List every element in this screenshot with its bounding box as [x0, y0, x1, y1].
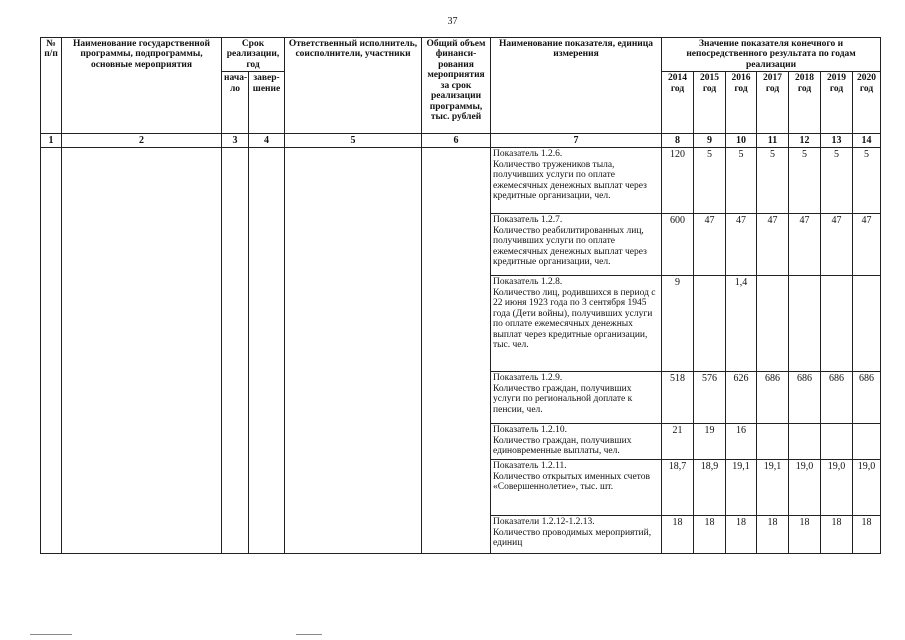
column-number-row [41, 134, 881, 148]
indicator-value: 120 [662, 148, 694, 214]
indicator-value: 19,0 [821, 460, 853, 516]
indicator-title: Показатель 1.2.10. [493, 425, 567, 436]
indicator-value: 47 [694, 214, 726, 276]
indicator-title: Показатель 1.2.8. [493, 277, 563, 288]
indicator-description [491, 460, 662, 516]
indicator-description [491, 214, 662, 276]
indicator-value: 9 [662, 276, 694, 372]
indicator-value: 18 [694, 516, 726, 554]
header-indicator-values: Значение показателя конечного и непосредственного результата по годам реализации [662, 38, 881, 72]
column-number: 9 [694, 134, 726, 148]
empty-cell-program-name [62, 148, 222, 554]
column-number: 7 [491, 134, 662, 148]
indicator-value: 5 [757, 148, 789, 214]
column-number: 12 [789, 134, 821, 148]
indicator-value: 686 [821, 372, 853, 424]
header-number: № п/п [41, 38, 62, 134]
indicator-value: 19,0 [853, 460, 881, 516]
indicator-title: Показатель 1.2.7. [493, 215, 563, 226]
indicator-value [821, 276, 853, 372]
column-number: 11 [757, 134, 789, 148]
indicator-description [491, 148, 662, 214]
indicator-value: 18 [821, 516, 853, 554]
indicator-value: 5 [789, 148, 821, 214]
indicator-value: 18 [662, 516, 694, 554]
indicator-value: 47 [821, 214, 853, 276]
column-number: 10 [726, 134, 757, 148]
empty-cell-start [222, 148, 249, 554]
header-funding: Общий объем финанси-рования мероприятия за срок реализации программы, тыс. рублей [422, 38, 491, 134]
header-year-2020: 2020 год [853, 72, 881, 134]
indicator-table [40, 37, 881, 554]
header-indicator-name: Наименование показателя, единица измерения [491, 38, 662, 134]
indicator-text: Количество граждан, получивших единовременные выплаты, чел. [493, 435, 632, 457]
scan-edge-mark [30, 634, 72, 635]
indicator-value: 19,0 [789, 460, 821, 516]
header-year-2017: 2017 год [757, 72, 789, 134]
indicator-text: Количество граждан, получивших услуги по региональной доплате к пенсии, чел. [493, 383, 633, 415]
indicator-value: 18 [853, 516, 881, 554]
header-year-2016: 2016 год [726, 72, 757, 134]
indicator-value: 18 [789, 516, 821, 554]
indicator-value [853, 276, 881, 372]
column-number: 14 [853, 134, 881, 148]
indicator-description [491, 516, 662, 554]
header-year-2014: 2014 год [662, 72, 694, 134]
indicator-value: 5 [694, 148, 726, 214]
indicator-value: 686 [853, 372, 881, 424]
column-number: 4 [249, 134, 285, 148]
indicator-value: 5 [853, 148, 881, 214]
page-number: 37 [447, 16, 458, 27]
indicator-description [491, 372, 662, 424]
indicator-value [694, 276, 726, 372]
empty-cell-responsible [285, 148, 422, 554]
indicator-text: Количество проводимых мероприятий, единиц [493, 527, 652, 549]
column-number: 8 [662, 134, 694, 148]
indicator-value [853, 424, 881, 460]
column-number: 13 [821, 134, 853, 148]
table-row [41, 148, 881, 214]
column-number: 6 [422, 134, 491, 148]
empty-cell-number [41, 148, 62, 554]
indicator-text: Количество тружеников тыла, получивших услуги по оплате ежемесячных денежных выплат через кредитные организации, чел. [493, 159, 647, 202]
indicator-value [789, 424, 821, 460]
indicator-value: 686 [789, 372, 821, 424]
header-year-2015: 2015 год [694, 72, 726, 134]
indicator-value: 47 [789, 214, 821, 276]
indicator-value: 518 [662, 372, 694, 424]
header-responsible: Ответственный исполнитель, соисполнители, участники [285, 38, 422, 134]
header-start: нача-ло [222, 72, 249, 134]
indicator-title: Показатель 1.2.9. [493, 373, 563, 384]
header-program-name: Наименование государственной программы, подпрограммы, основные мероприятия [62, 38, 222, 134]
header-implementation-period: Срок реализации, год [222, 38, 285, 72]
indicator-value: 626 [726, 372, 757, 424]
indicator-value: 47 [726, 214, 757, 276]
column-number: 2 [62, 134, 222, 148]
indicator-title: Показатель 1.2.6. [493, 149, 563, 160]
indicator-text: Количество открытых именных счетов «Совершеннолетие», тыс. шт. [493, 471, 650, 493]
indicator-value: 1,4 [726, 276, 757, 372]
indicator-value: 19 [694, 424, 726, 460]
scan-edge-mark [296, 634, 322, 635]
indicator-description [491, 276, 662, 372]
indicator-value [821, 424, 853, 460]
indicator-value: 5 [726, 148, 757, 214]
indicator-value: 19,1 [726, 460, 757, 516]
indicator-value: 16 [726, 424, 757, 460]
column-number: 5 [285, 134, 422, 148]
indicator-value [757, 424, 789, 460]
indicator-title: Показатели 1.2.12-1.2.13. [493, 517, 595, 528]
header-end: завер-шение [249, 72, 285, 134]
indicator-value: 18,7 [662, 460, 694, 516]
header-year-2018: 2018 год [789, 72, 821, 134]
indicator-value [757, 276, 789, 372]
indicator-text: Количество реабилитированных лиц, получивших услуги по оплате ежемесячных денежных выплат через кредитные организации, чел. [493, 225, 647, 268]
indicator-value: 47 [853, 214, 881, 276]
indicator-value [789, 276, 821, 372]
indicator-value: 5 [821, 148, 853, 214]
indicator-value: 18,9 [694, 460, 726, 516]
column-number: 1 [41, 134, 62, 148]
indicator-value: 686 [757, 372, 789, 424]
indicator-text: Количество лиц, родившихся в период с 22 июня 1923 года по 3 сентября 1945 года (Дети войны), получивших услуги по оплате ежемесячных денежных выплат через кредитные организации, тыс. чел. [493, 287, 656, 350]
indicator-description [491, 424, 662, 460]
indicator-value: 600 [662, 214, 694, 276]
indicator-value: 576 [694, 372, 726, 424]
column-number: 3 [222, 134, 249, 148]
empty-cell-end [249, 148, 285, 554]
header-year-2019: 2019 год [821, 72, 853, 134]
indicator-value: 47 [757, 214, 789, 276]
indicator-title: Показатель 1.2.11. [493, 461, 567, 472]
indicator-value: 18 [757, 516, 789, 554]
indicator-value: 21 [662, 424, 694, 460]
indicator-value: 18 [726, 516, 757, 554]
empty-cell-funding [422, 148, 491, 554]
indicator-value: 19,1 [757, 460, 789, 516]
